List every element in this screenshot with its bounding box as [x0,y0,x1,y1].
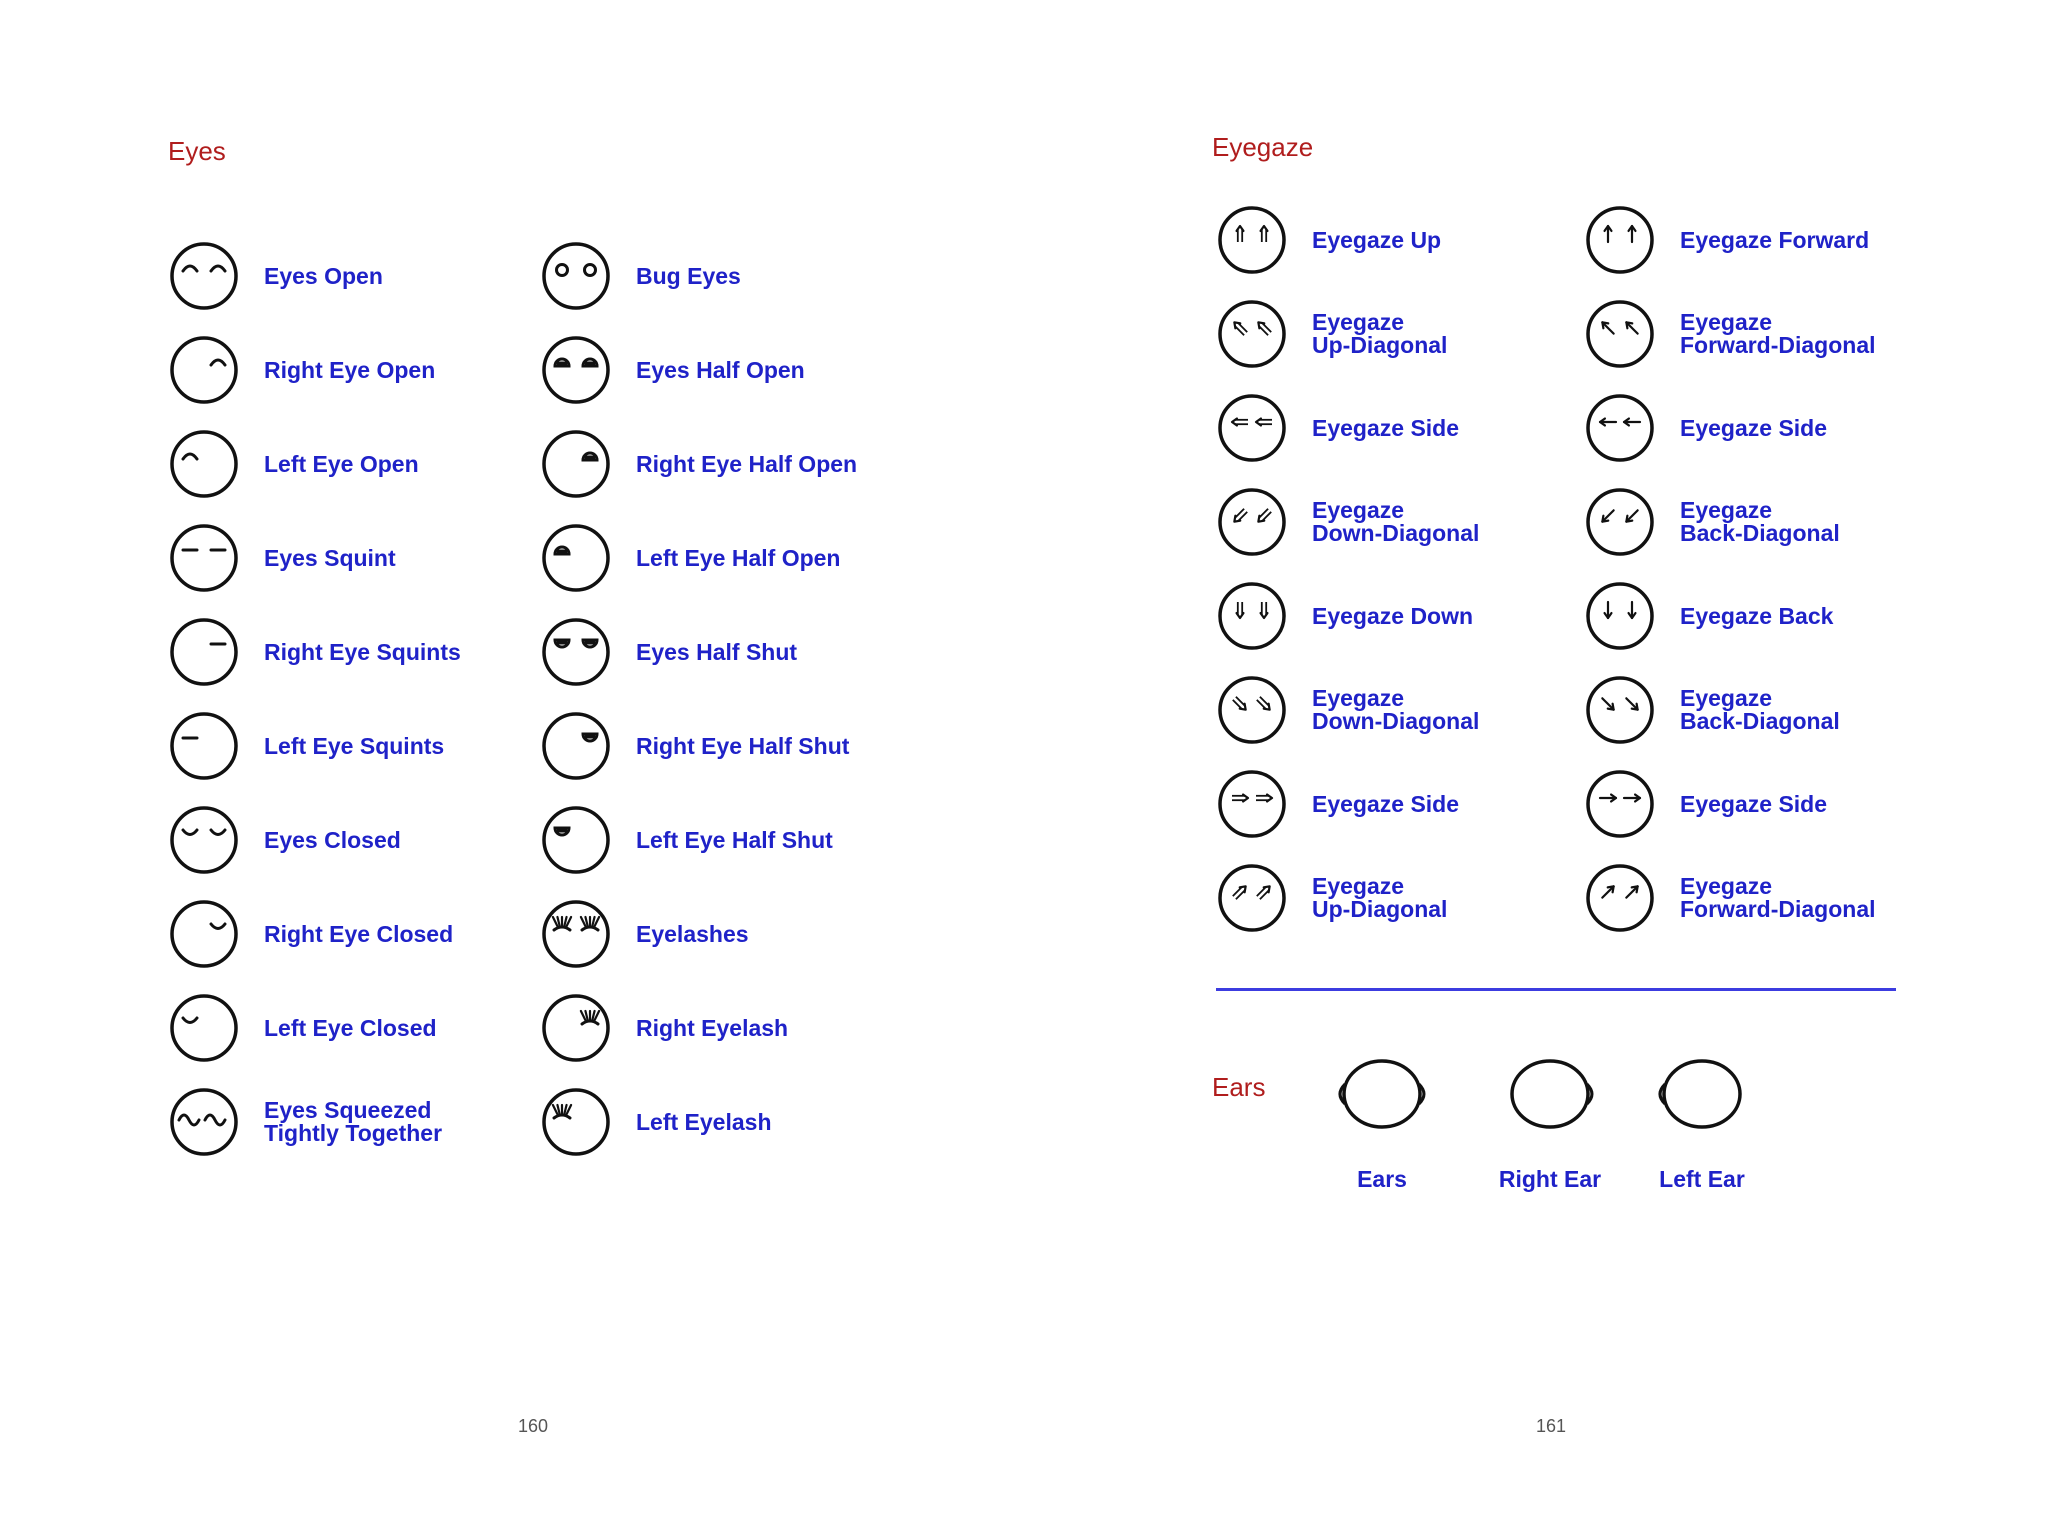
symbol-label [1312,674,1479,746]
symbol-label [264,1086,442,1158]
ears-both-icon [1332,1054,1432,1134]
symbol-eyegaze-back-diagonal-left [1584,486,2024,558]
left-eye-closed-icon [168,992,240,1064]
symbol-label [1312,768,1459,840]
symbol-label-line: Eyegaze Side [1680,414,1828,441]
symbol-label [264,898,453,970]
ear-label: Left Ear [1659,1166,1745,1192]
symbol-label [264,240,383,312]
ear-right-icon [1500,1054,1600,1134]
eyes-section-title: Eyes [168,136,226,166]
symbol-label-line: Left Eye Half Open [636,544,841,571]
symbol-label-line: Back-Diagonal [1680,708,1840,734]
symbol-left-eye-half-open [540,522,980,594]
symbol-label [264,710,444,782]
eyegaze-up-diagonal-icon [1216,298,1288,370]
ear-label: Right Ear [1498,1166,1602,1192]
right-eye-squints-icon [168,616,240,688]
symbol-label [1680,298,1876,370]
symbol-label-line: Eyes Open [264,262,383,289]
symbol-label-line: Eyegaze Side [1312,414,1460,441]
symbol-label [636,334,805,406]
symbol-label-line: Left Eye Open [264,450,419,477]
symbol-label-line: Eyes Half Open [636,356,805,383]
symbol-label-line: Forward-Diagonal [1680,332,1876,358]
symbol-left-eyelash [540,1086,980,1158]
symbol-label [264,616,461,688]
symbol-label-line: Down-Diagonal [1312,708,1480,734]
symbol-label-line: Right Eye Closed [264,920,454,947]
eyegaze-back-diagonal-right-icon [1584,674,1656,746]
eyegaze-section-title: Eyegaze [1212,132,1314,162]
bug-eyes-icon [540,240,612,312]
symbol-eyegaze-back [1584,580,2024,652]
eyes-open-icon [168,240,240,312]
symbol-label-line: Eyes Half Shut [636,638,798,665]
symbol-label-line: Left Eye Half Shut [636,826,833,853]
eyegaze-up-icon [1216,204,1288,276]
symbol-label [1680,862,1876,934]
symbol-label [264,522,396,594]
symbol-label [1312,862,1447,934]
symbol-label-line: Eyegaze [1680,685,1773,711]
eyegaze-down-diagonal-left-icon [1216,486,1288,558]
right-eyelash-icon [540,992,612,1064]
symbol-label-line: Right Eye Half Shut [636,732,850,759]
symbol-label-line: Right Eyelash [636,1014,789,1041]
symbol-label [636,1086,772,1158]
left-eye-half-shut-icon [540,804,612,876]
eyes-squeezed-icon [168,1086,240,1158]
symbol-left-eye-half-shut [540,804,980,876]
symbol-label-line: Eyegaze Side [1312,790,1460,817]
symbol-label-line: Eyes Closed [264,826,401,853]
eyegaze-forward-diagonal-icon [1584,298,1656,370]
symbol-eyegaze-back-diagonal-right [1584,674,2024,746]
right-eye-half-open-icon [540,428,612,500]
right-page [1024,0,2048,1536]
symbol-label [636,710,849,782]
eyelashes-icon [540,898,612,970]
symbol-label [1312,298,1447,370]
symbol-label-line: Right Eye Squints [264,638,461,665]
symbol-label-line: Eyegaze Side [1680,790,1828,817]
eyegaze-down-icon [1216,580,1288,652]
symbol-right-eye-half-open [540,428,980,500]
eyegaze-down-diagonal-right-icon [1216,674,1288,746]
symbol-label-line: Right Eye Open [264,356,436,383]
symbol-label-line: Eyes Squeezed [264,1097,432,1123]
symbol-label-line: Eyegaze Back [1680,602,1834,629]
symbol-label-line: Eyegaze Forward [1680,226,1870,253]
symbol-label-line: Up-Diagonal [1312,896,1448,922]
symbol-label-line: Right Eye Half Open [636,450,858,477]
ear-left-icon [1652,1054,1752,1134]
symbol-label [1680,674,1840,746]
eyes-half-open-icon [540,334,612,406]
right-eye-half-shut-icon [540,710,612,782]
symbol-label [636,522,840,594]
eyegaze-side-right-icon [1216,768,1288,840]
symbol-label-line: Eyegaze [1312,685,1405,711]
symbol-eyegaze-forward-diagonal-right [1584,862,2024,934]
symbol-label-line: Eyegaze Down [1312,602,1474,629]
eyegaze-back-diagonal-left-icon [1584,486,1656,558]
left-eyelash-icon [540,1086,612,1158]
symbol-label-line: Left Eye Squints [264,732,445,759]
symbol-label [1680,486,1840,558]
page-number-left: 160 [518,1416,549,1436]
symbol-right-eye-half-shut [540,710,980,782]
ear-label: Ears [1357,1166,1407,1192]
symbol-label [264,428,419,500]
symbol-eyegaze-forward [1584,204,2024,276]
symbol-label [1312,392,1459,464]
right-eye-closed-icon [168,898,240,970]
symbol-label-line: Eyegaze Up [1312,226,1442,253]
eyegaze-forward-icon [1584,204,1656,276]
symbol-label [1312,486,1479,558]
symbol-label-line: Down-Diagonal [1312,520,1480,546]
symbol-label [636,804,833,876]
symbol-label [636,240,741,312]
eyegaze-side-right-plain-icon [1584,768,1656,840]
symbol-label [1680,392,1827,464]
eyes-closed-icon [168,804,240,876]
eyegaze-up-diagonal-right-icon [1216,862,1288,934]
symbol-label [264,992,437,1064]
symbol-right-eyelash [540,992,980,1064]
symbol-eyes-half-shut [540,616,980,688]
symbol-label-line: Forward-Diagonal [1680,896,1876,922]
ears-section-title: Ears [1212,1072,1266,1102]
symbol-label [1680,768,1827,840]
symbol-label [1312,580,1473,652]
symbol-label-line: Tightly Together [264,1120,443,1146]
eyegaze-forward-diagonal-right-icon [1584,862,1656,934]
symbol-eyelashes [540,898,980,970]
eyegaze-side-left-plain-icon [1584,392,1656,464]
eyegaze-side-left-icon [1216,392,1288,464]
symbol-label [1680,580,1833,652]
symbol-label-line: Eyegaze [1312,309,1405,335]
symbol-eyegaze-forward-diagonal [1584,298,2024,370]
symbol-label [264,804,401,876]
left-eye-half-open-icon [540,522,612,594]
left-eye-open-icon [168,428,240,500]
symbol-label-line: Eyegaze [1680,309,1773,335]
symbol-label-line: Bug Eyes [636,262,741,289]
symbol-label-line: Left Eyelash [636,1108,772,1135]
symbol-label [636,992,788,1064]
symbol-label-line: Eyegaze [1680,873,1773,899]
symbol-label-line: Back-Diagonal [1680,520,1840,546]
symbol-label-line: Eyegaze [1312,497,1405,523]
eyegaze-back-icon [1584,580,1656,652]
page-number-right: 161 [1536,1416,1567,1436]
symbol-label-line: Eyegaze [1312,873,1405,899]
right-eye-open-icon [168,334,240,406]
symbol-label-line: Up-Diagonal [1312,332,1448,358]
symbol-label [636,898,749,970]
symbol-eyes-half-open [540,334,980,406]
symbol-label-line: Eyelashes [636,920,749,947]
section-divider [1216,988,1896,991]
symbol-label [1680,204,1869,276]
eyes-half-shut-icon [540,616,612,688]
symbol-eyegaze-side-left-plain [1584,392,2024,464]
eyes-squint-icon [168,522,240,594]
left-eye-squints-icon [168,710,240,782]
symbol-eyegaze-side-right-plain [1584,768,2024,840]
symbol-label-line: Eyegaze [1680,497,1773,523]
symbol-label [636,616,797,688]
symbol-label-line: Left Eye Closed [264,1014,437,1041]
symbol-bug-eyes [540,240,980,312]
symbol-label-line: Eyes Squint [264,544,396,571]
symbol-label [636,428,857,500]
symbol-label [1312,204,1441,276]
symbol-label [264,334,435,406]
